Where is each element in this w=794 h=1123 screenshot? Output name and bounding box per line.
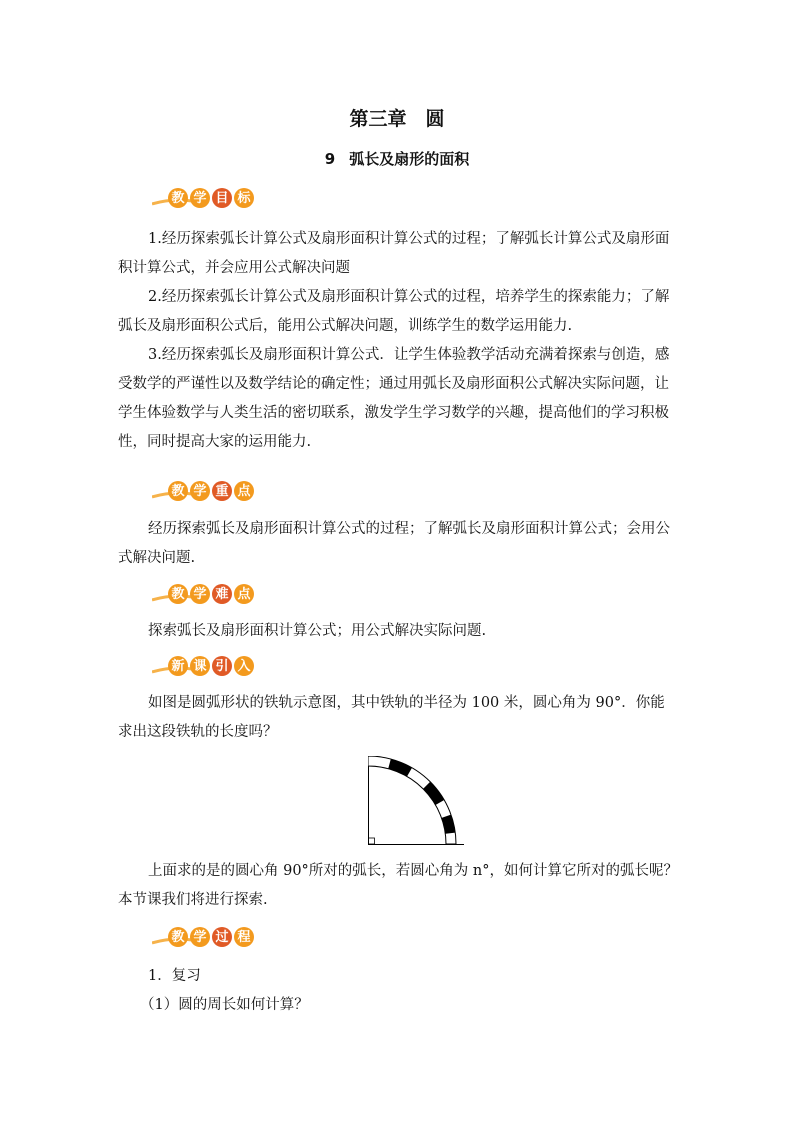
- objective-item: 1.经历探索弧长计算公式及扇形面积计算公式的过程；了解弧长计算公式及扇形面积计算公式，并会应用公式解决问题: [118, 231, 670, 276]
- heading-char: 标: [234, 188, 254, 208]
- after-figure-block: [118, 857, 678, 915]
- objective-item: 2.经历探索弧长计算公式及扇形面积计算公式的过程，培养学生的探索能力；了解弧长及扇形面积公式后，能用公式解决问题，训练学生的数学运用能力.: [118, 289, 670, 334]
- heading-char: 课: [190, 656, 210, 676]
- key-points-block: [118, 515, 678, 573]
- heading-char: 学: [190, 584, 210, 604]
- key-points-text: 经历探索弧长及扇形面积计算公式的过程；了解弧长及扇形面积计算公式；会用公式解决问题.: [118, 521, 670, 566]
- railway-sector-figure: [368, 756, 464, 845]
- section-number: 9: [324, 150, 336, 168]
- heading-char: 学: [190, 927, 210, 947]
- heading-char: 教: [168, 584, 188, 604]
- heading-objectives: [152, 186, 262, 212]
- after-figure-text: 上面求的是的圆心角 90°所对的弧长，若圆心角为 n°，如何计算它所对的弧长呢？ 本节课我们将进行探索.: [118, 863, 679, 908]
- objective-item: 3.经历探索弧长及扇形面积计算公式．让学生体验教学活动充满着探索与创造，感受数学的严谨性以及数学结论的确定性；通过用弧长及扇形面积公式解决实际问题，让学生体验数学与人类生活的密切联系，激发学生学习数学的兴趣，提高他们的学习积极性，同时提高大家的运用能力.: [118, 347, 670, 450]
- section-name: 弧长及扇形的面积: [349, 150, 470, 168]
- heading-char: 学: [190, 481, 210, 501]
- intro-text: 如图是圆弧形状的铁轨示意图，其中铁轨的半径为 100 米，圆心角为 90°．你能求出这段铁轨的长度吗？: [118, 695, 665, 740]
- heading-char: 点: [234, 481, 254, 501]
- heading-char: 新: [168, 656, 188, 676]
- heading-char: 重: [212, 481, 232, 501]
- heading-char: 难: [212, 584, 232, 604]
- heading-key-points: [152, 479, 262, 505]
- process-item: 1．复习: [148, 968, 201, 984]
- heading-char: 教: [168, 927, 188, 947]
- section-title: [0, 148, 794, 169]
- intro-block: [118, 689, 678, 747]
- heading-char: 教: [168, 188, 188, 208]
- heading-intro: [152, 654, 262, 680]
- heading-difficulties: [152, 582, 262, 608]
- difficulties-block: [118, 617, 678, 646]
- right-angle-mark-bottom: [369, 838, 375, 844]
- heading-char: 学: [190, 188, 210, 208]
- heading-char: 教: [168, 481, 188, 501]
- difficulties-text: 探索弧长及扇形面积计算公式；用公式解决实际问题.: [148, 623, 487, 639]
- heading-char: 过: [212, 927, 232, 947]
- objectives-block: [118, 225, 678, 457]
- heading-process: [152, 925, 262, 951]
- process-block: [118, 962, 678, 1020]
- heading-char: 入: [234, 656, 254, 676]
- heading-char: 程: [234, 927, 254, 947]
- process-item: （1）圆的周长如何计算？: [140, 997, 309, 1013]
- track-segment: [442, 815, 456, 834]
- heading-char: 目: [212, 188, 232, 208]
- heading-char: 引: [212, 656, 232, 676]
- heading-char: 点: [234, 584, 254, 604]
- chapter-title: 第三章 圆: [349, 108, 445, 130]
